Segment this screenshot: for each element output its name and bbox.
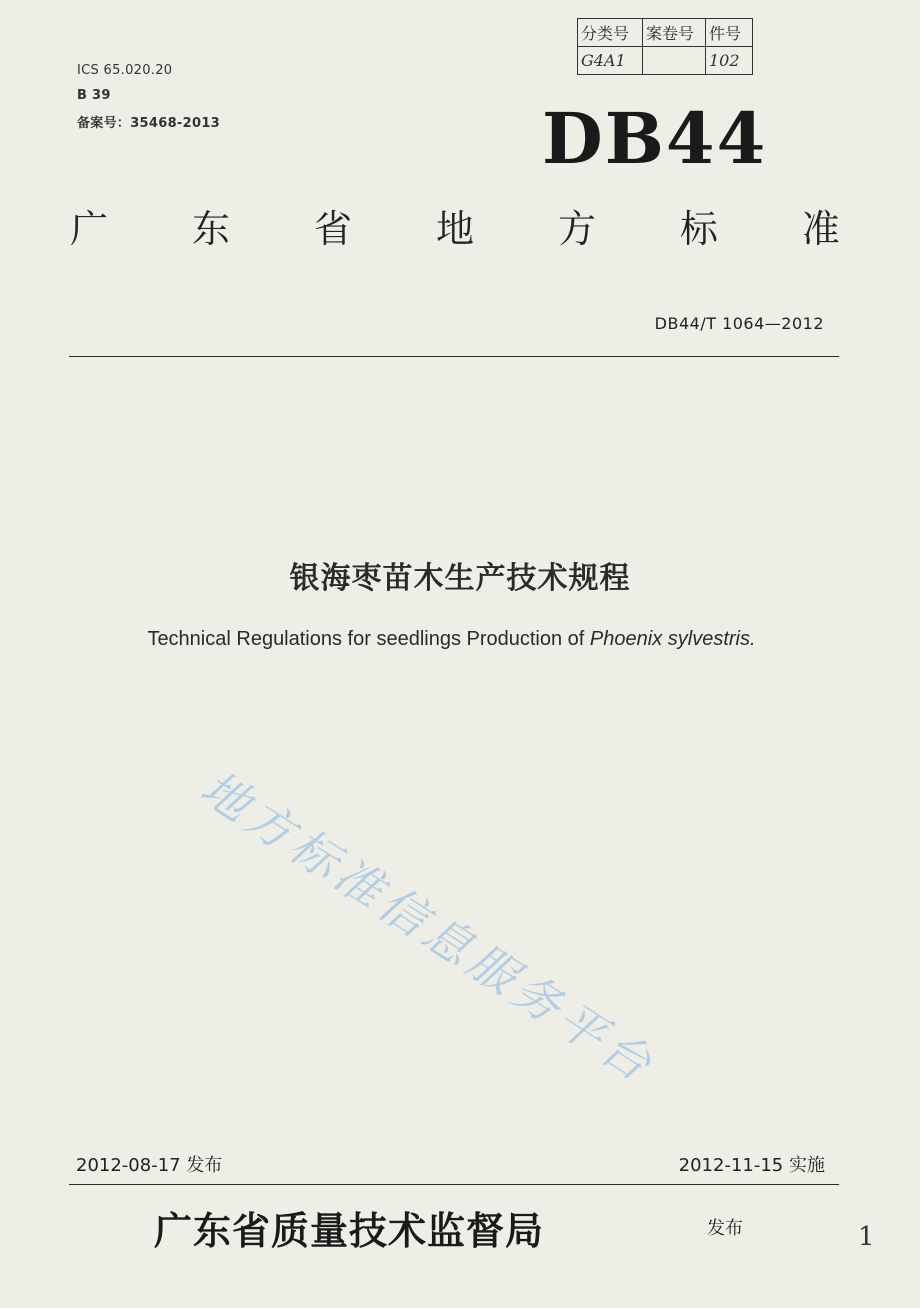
title-chinese: 银海枣苗木生产技术规程 bbox=[289, 561, 631, 596]
archive-value-file bbox=[643, 47, 706, 75]
archive-value-item: 102 bbox=[706, 47, 753, 75]
standard-type-char: 标 bbox=[679, 207, 718, 251]
title-english-latin-name: Phoenix sylvestris. bbox=[589, 628, 756, 650]
ccs-code: B 39 bbox=[77, 88, 111, 103]
publish-label: 发布 bbox=[707, 1218, 743, 1239]
title-english bbox=[0, 628, 903, 651]
header-divider bbox=[69, 356, 839, 357]
standard-type-char: 方 bbox=[557, 207, 596, 251]
ics-code: ICS 65.020.20 bbox=[77, 63, 173, 78]
title-english-text: Technical Regulations for seedlings Production of bbox=[147, 628, 590, 650]
standard-type-char: 省 bbox=[313, 207, 352, 251]
archive-value-category: G4A1 bbox=[578, 47, 643, 75]
archive-stamp-table bbox=[577, 18, 753, 75]
standard-type-heading bbox=[70, 207, 840, 251]
archive-header-file: 案卷号 bbox=[643, 19, 706, 47]
implementation-date: 2012-11-15 实施 bbox=[678, 1155, 825, 1176]
archive-header-row bbox=[578, 19, 753, 47]
issue-date: 2012-08-17 发布 bbox=[76, 1155, 223, 1176]
archive-header-category: 分类号 bbox=[578, 19, 643, 47]
standard-type-char: 东 bbox=[191, 207, 230, 251]
standard-type-char: 广 bbox=[70, 207, 109, 251]
issuing-authority: 广东省质量技术监督局 bbox=[154, 1208, 545, 1253]
footer-divider bbox=[69, 1184, 839, 1185]
record-number: 备案号：35468-2013 bbox=[77, 116, 221, 131]
archive-value-row bbox=[578, 47, 753, 75]
standard-type-char: 地 bbox=[435, 207, 474, 251]
watermark: 地方标准信息服务平台 bbox=[190, 760, 666, 1096]
standard-number: DB44/T 1064—2012 bbox=[654, 314, 824, 333]
page-number: 1 bbox=[858, 1222, 875, 1252]
archive-header-item: 件号 bbox=[706, 19, 753, 47]
standard-type-char: 准 bbox=[801, 207, 840, 251]
db44-logo: DB44 bbox=[542, 97, 768, 180]
